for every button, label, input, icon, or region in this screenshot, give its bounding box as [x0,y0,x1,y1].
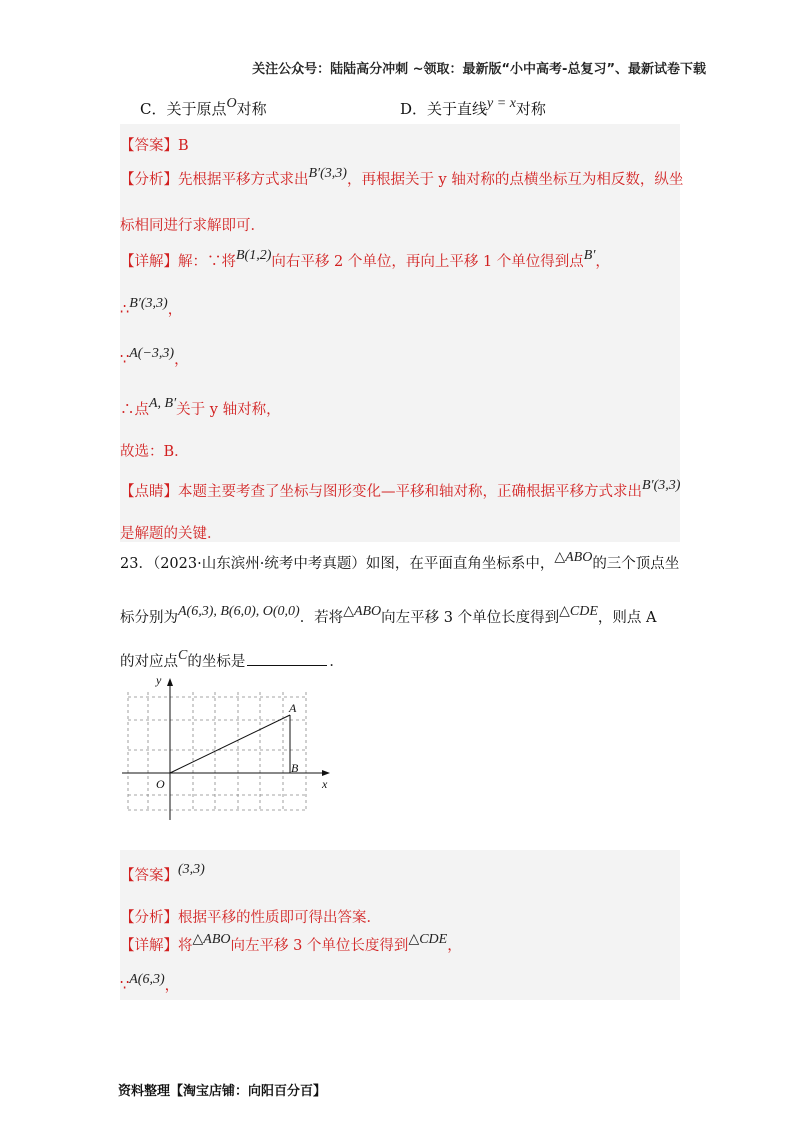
last-math: A(6,3) [129,972,165,987]
therefore-line-2 [120,398,281,419]
x-axis-label: x [322,777,328,791]
question-line2-c: 向左平移 3 个单位长度得到 [381,610,560,626]
analysis-tag: 【分析】 [120,172,178,188]
detail-math-b2-2: △CDE [408,932,448,947]
detail-text-b2-1: 将 [178,938,193,954]
option-c-tail: 对称 [236,100,267,118]
analysis-text-b2: 根据平移的性质即可得出答案． [178,910,381,926]
question-line-3 [120,650,344,671]
detail-math-b2-1: △ABO [192,932,231,947]
analysis-line-b2 [120,906,381,927]
detail-line-1 [120,250,610,271]
detail-tag: 【详解】 [120,254,178,270]
detail-math-2: B′ [583,248,596,263]
analysis-tag-2: 【分析】 [120,910,178,926]
detail-math-1: B(1,2) [236,248,272,263]
therefore-math-3: A, B′ [149,396,177,411]
detail-text-b2-3: ， [447,938,462,954]
comment-tag: 【点睛】 [120,484,178,500]
last-comma: ， [164,978,180,994]
y-axis-label: y [156,673,162,687]
option-d-label: D．关于直线 [400,100,488,118]
answer-tag-2: 【答案】 [120,868,178,884]
answer-blank [247,653,327,666]
therefore-symbol: ∴ [120,302,130,318]
solution-panel-1 [120,124,684,542]
analysis-text-2: ，再根据关于 y 轴对称的点横坐标互为相反数，纵坐 [346,172,684,188]
detail-text-2: 向右平移 2 个单位，再向上平移 1 个单位得到点 [271,254,584,270]
x-axis-arrow-icon [322,770,330,776]
question-line3-b: 的坐标是 [187,654,246,670]
therefore-line-1 [120,298,182,319]
option-c [140,98,267,119]
origin-label: O [156,777,165,791]
analysis-math: B′(3,3) [308,166,347,181]
comment-line-1 [120,480,680,501]
detail-tag-2: 【详解】 [120,938,178,954]
last-line-b2 [120,974,179,995]
point-b-label: B [291,761,299,775]
point-a-label: A [289,701,297,715]
because-line [120,348,189,369]
solution-panel-2 [120,850,680,1000]
page-footer: 资料整理【淘宝店铺：向阳百分百】 [118,1084,327,1099]
question-math-4: △CDE [559,604,598,619]
comment-math: B′(3,3) [642,478,681,493]
because-math: A(−3,3) [129,346,175,361]
segment-oa [170,715,290,773]
option-d-tail: 对称 [515,100,546,118]
question-line-2 [120,606,657,627]
question-line2-a: 标分别为 [120,610,178,626]
page-header: 关注公众号：陆陆高分冲刺 ~领取：最新版“小中高考-总复习”、最新试卷下载 [252,62,706,77]
detail-text-3: ， [595,254,610,270]
last-prefix: ∵ [120,978,130,994]
question-math-1: △ABO [554,550,593,565]
comment-line-2: 是解题的关键． [120,526,222,542]
question-line3-a: 的对应点 [120,654,178,670]
option-c-label: C．关于原点 [140,100,227,118]
detail-text-b2-2: 向左平移 3 个单位长度得到 [230,938,409,954]
coordinate-figure [118,672,338,827]
detail-text-1: 解：∵将 [178,254,236,270]
question-math-3: △ABO [343,604,382,619]
therefore-math-1: B′(3,3) [129,296,168,311]
because-comma: ， [174,352,189,368]
answer-tag: 【答案】 [120,138,178,154]
question-math-5: C [178,648,188,663]
therefore-comma-1: ， [167,302,183,318]
comment-text-1: 本题主要考查了坐标与图形变化—平移和轴对称，正确根据平移方式求出 [178,484,642,500]
analysis-line-2: 标相同进行求解即可． [120,218,265,234]
because-symbol: ∵ [120,352,130,368]
detail-line-b2 [120,934,462,955]
answer-line-2 [120,864,205,885]
option-d [400,98,546,119]
answer-value: B [178,138,189,154]
question-line2-d: ，则点 A [597,610,657,626]
therefore-tail-3: 关于 y 轴对称， [176,402,281,418]
question-tail-1: 的三个顶点坐 [592,556,680,572]
option-c-math: O [226,96,237,111]
therefore-point: ∴点 [120,402,149,418]
question-line-1 [120,552,679,573]
question-line2-b: ．若将 [299,610,344,626]
answer-line [120,134,189,155]
question-math-2: A(6,3), B(6,0), O(0,0) [178,604,300,619]
question-line3-c: ． [329,654,344,670]
choose-line: 故选：B． [120,444,189,460]
analysis-text-1: 先根据平移方式求出 [178,172,309,188]
y-axis-arrow-icon [167,678,173,686]
question-source: （2023·山东滨州·统考中考真题）如图，在平面直角坐标系中， [152,556,555,572]
question-number: 23． [120,556,153,572]
analysis-line-1 [120,168,683,189]
grid-lines [128,692,308,812]
option-d-math: y = x [487,96,516,111]
answer-math-2: (3,3) [178,862,205,877]
